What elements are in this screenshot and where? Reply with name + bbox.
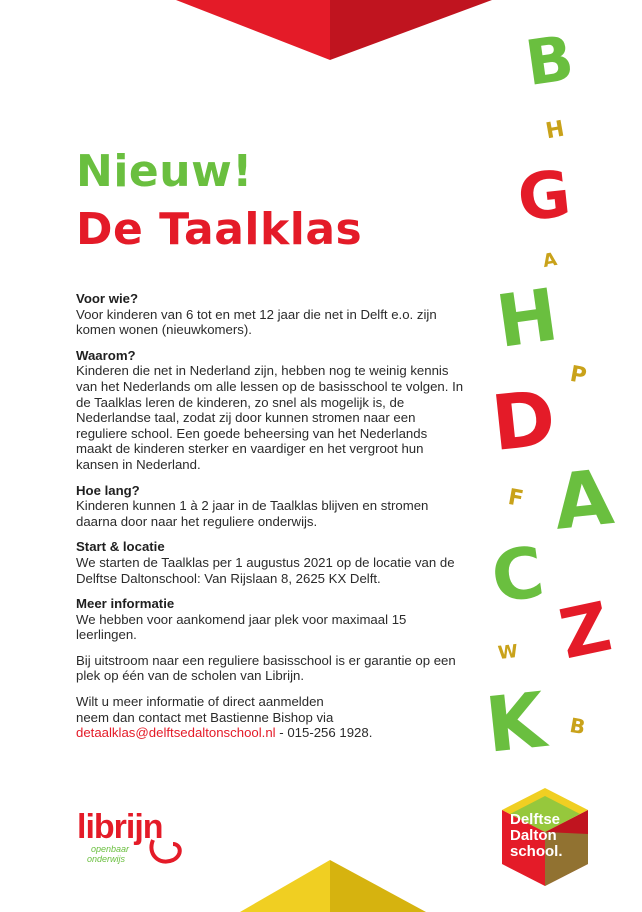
letter-f-small: F [506, 484, 526, 513]
phone-number: - 015-256 1928. [275, 725, 373, 741]
letter-h-large: H [491, 272, 563, 364]
contact-block [76, 694, 466, 741]
letter-k-large: K [481, 675, 550, 770]
section-title: Start & locatie [76, 539, 165, 555]
letter-b-large: B [521, 21, 579, 100]
contact-line: neem dan contact met Bastienne Bishop via [76, 709, 334, 725]
section-paragraph: Voor kinderen van 6 tot en met 12 jaar die net in Delft e.o. zijn komen wonen (nieuwkomers). [76, 306, 437, 338]
section-meer-informatie [76, 596, 466, 684]
section-title: Hoe lang? [76, 482, 140, 498]
section-paragraph: We starten de Taalklas per 1 augustus 2021 op de locatie van de Delftse Daltonschool: Van Rijslaan 8, 2625 KX Delft. [76, 554, 455, 586]
section-title: Voor wie? [76, 291, 139, 306]
section-paragraph: Kinderen kunnen 1 à 2 jaar in de Taalklas blijven en stromen daarna door naar het reguliere onderwijs. [76, 498, 429, 529]
section-start-locatie [76, 539, 466, 586]
section-paragraph: Kinderen die net in Nederland zijn, hebben nog te weinig kennis van het Nederlands om alle lessen op de basisschool te volgen. In de Taalklas leren de kinderen, zo snel als mogelijk is, de Nederlandse taal, zodat zij door kunnen stromen naar een reguliere school. Een goede beheersing van het Nederlands maakt de kinderen sterker en vaardiger en het vergroot hun kansen in Nederland. [76, 363, 464, 472]
letter-z-large: Z [553, 587, 618, 676]
letter-w-small: W [496, 641, 519, 664]
letter-c-large: C [486, 530, 549, 620]
contact-line [76, 725, 466, 741]
svg-text:openbaar: openbaar [91, 844, 130, 854]
section-voor-wie [76, 291, 466, 338]
section-title: Meer informatie [76, 596, 175, 612]
dalton-line: Delftse [510, 811, 561, 828]
letter-p-small: P [568, 361, 589, 390]
body-text [76, 291, 466, 751]
section-title: Waarom? [76, 347, 136, 363]
letter-g-large: G [514, 157, 575, 237]
heading-taalklas: De Taalklas [76, 204, 363, 255]
section-waarom [76, 348, 466, 473]
section-paragraph: We hebben voor aankomend jaar plek voor maximaal 15 leerlingen. [76, 611, 407, 643]
dalton-line: Dalton [510, 827, 557, 844]
svg-text:librijn: librijn [77, 808, 163, 846]
letter-d-large: D [487, 372, 560, 469]
section-hoe-lang [76, 483, 466, 530]
dalton-line: school. [510, 843, 563, 860]
librijn-logo [77, 808, 187, 870]
svg-text:onderwijs: onderwijs [87, 854, 126, 864]
letter-a-large: A [549, 452, 618, 547]
contact-line: Wilt u meer informatie of direct aanmelden [76, 694, 324, 710]
letter-a-small: A [541, 248, 559, 273]
dalton-wordmark [510, 812, 563, 860]
heading-nieuw: Nieuw! [76, 146, 253, 197]
letter-b-small: B [568, 712, 588, 740]
letter-h-small: H [543, 116, 567, 145]
section-paragraph: Bij uitstroom naar een reguliere basisschool is er garantie op een plek op één van de scholen van Librijn. [76, 652, 456, 684]
email-link[interactable]: detaalklas@delftsedaltonschool.nl [76, 725, 276, 741]
